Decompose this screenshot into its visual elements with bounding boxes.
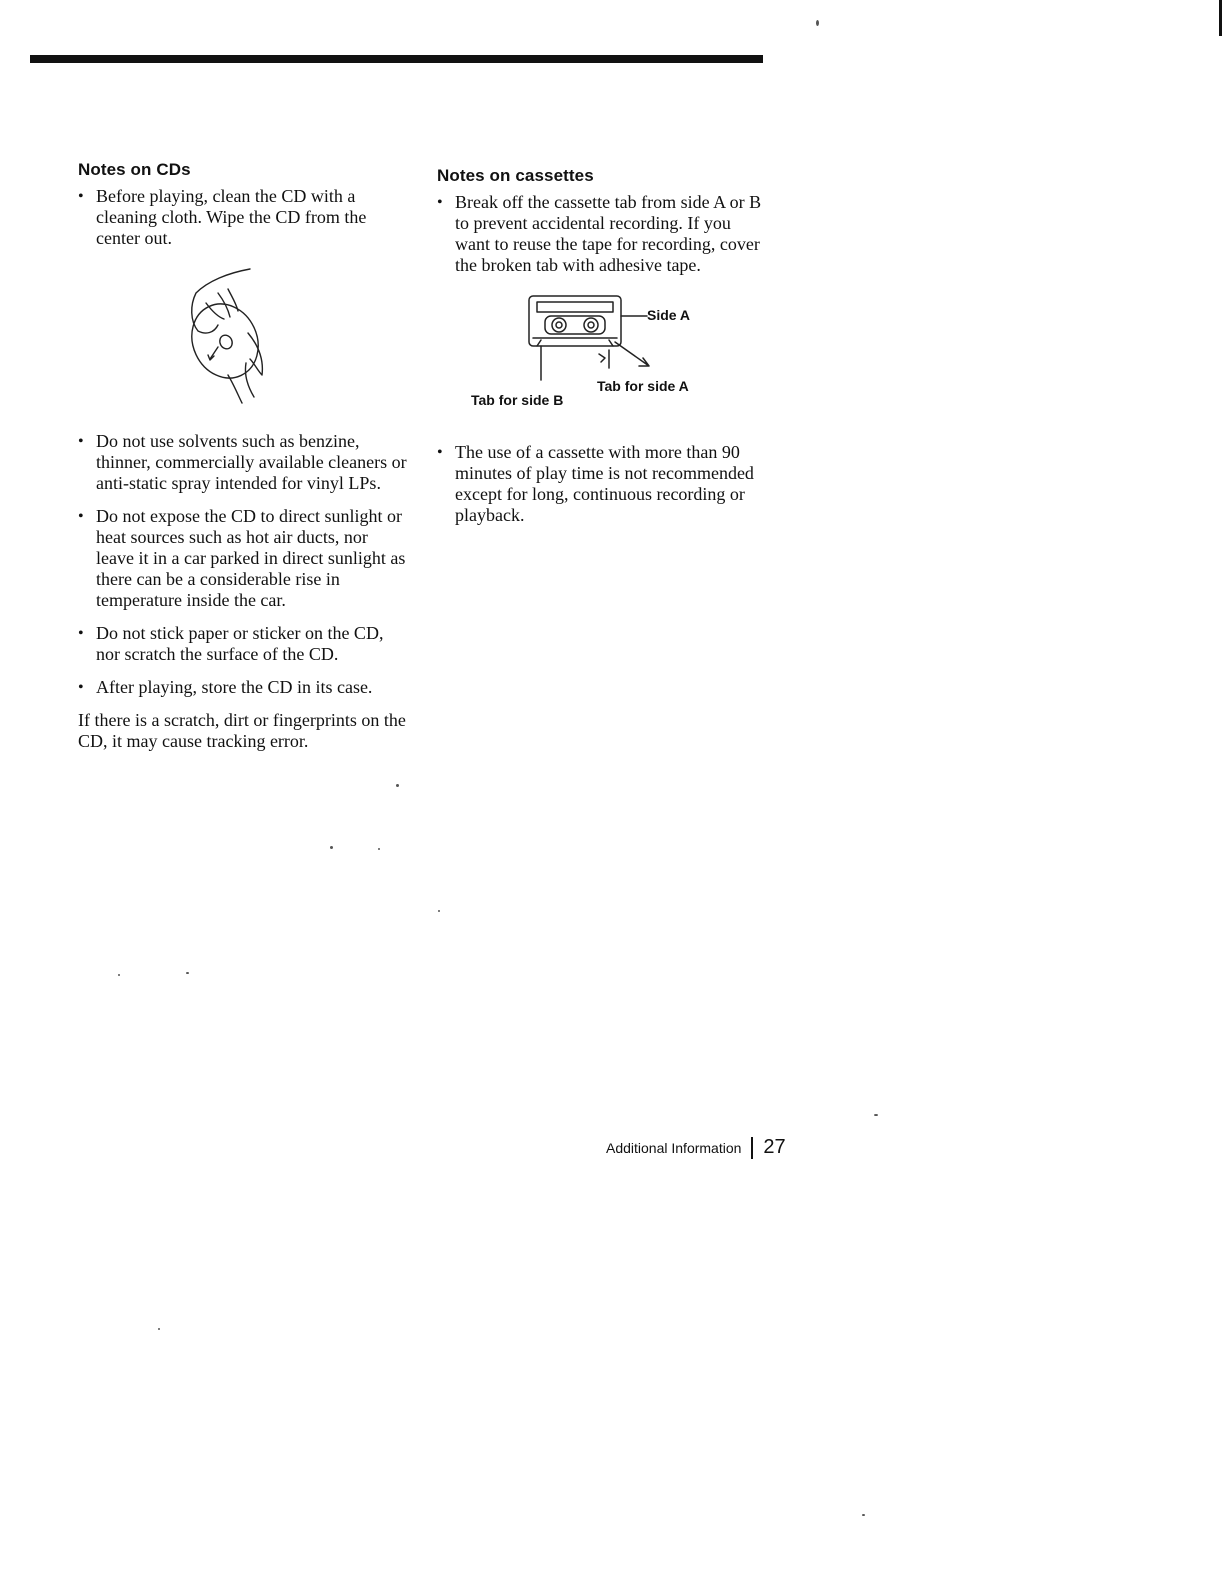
tracking-error-note: If there is a scratch, dirt or fingerprints on the CD, it may cause tracking error. [78,710,406,751]
scan-speck [862,1514,865,1516]
cd-hole [218,333,235,351]
scan-speck [438,910,440,912]
scan-speck [816,20,819,26]
scan-speck [396,784,399,787]
page-number: 27 [763,1136,786,1158]
cleaning-hand [192,269,250,333]
cd-cleaning-svg [78,263,408,413]
scan-speck [378,848,380,850]
scan-speck [330,846,333,849]
reel-left [552,318,566,332]
cassette-notes-list-continued [437,442,767,526]
list-item: • Before playing, clean the CD with a cleaning cloth. Wipe the CD from the center out. [78,186,408,249]
scan-speck [158,1328,160,1330]
wipe-arrow [210,347,218,359]
tab-side-b-label: Tab for side B [471,392,564,408]
list-item: • The use of a cassette with more than 90 minutes of play time is not recommended except for long, continuous recording or playback. [437,442,767,526]
footer-divider [751,1137,753,1159]
cassette-tab-illustration [437,288,767,424]
reel-right [584,318,598,332]
cd-notes-heading: Notes on CDs [78,160,191,179]
cd-notes-column [78,160,408,752]
cassette-notes-heading: Notes on cassettes [437,166,594,185]
cassette-notes-list [437,192,767,276]
footer-section-title: Additional Information [606,1139,742,1156]
cassette-window [545,316,605,334]
cd-disc [180,293,270,389]
scan-speck [874,1114,878,1116]
cassette-label-area [537,302,613,312]
page-edge-mark [1219,0,1222,36]
cassette-notes-column [437,160,767,538]
cd-cleaning-illustration [78,263,408,413]
list-item: • Do not use solvents such as benzine, thinner, commercially available cleaners or anti-static spray intended for vinyl LPs. [78,431,408,494]
cassette-bottom-edge [533,338,617,346]
tab-side-a-label: Tab for side A [597,378,689,394]
scan-speck [118,974,120,976]
header-rule [30,55,763,63]
list-item: • Do not stick paper or sticker on the CD, nor scratch the surface of the CD. [78,623,408,665]
page-footer [606,1136,786,1159]
cd-notes-list-continued [78,431,408,698]
side-a-label: Side A [647,307,691,323]
list-item: • After playing, store the CD in its case. [78,677,408,698]
list-item: • Do not expose the CD to direct sunlight or heat sources such as hot air ducts, nor leave it in a car parked in direct sunlight as there can be a considerable rise in temperature inside the car. [78,506,408,611]
tab-a-arrow [615,342,649,366]
holding-hand [228,333,262,403]
cd-notes-list [78,186,408,249]
list-item: • Break off the cassette tab from side A or B to prevent accidental recording. If you want to reuse the tape for recording, cover the broken tab with adhesive tape. [437,192,767,276]
scan-speck [186,972,189,974]
